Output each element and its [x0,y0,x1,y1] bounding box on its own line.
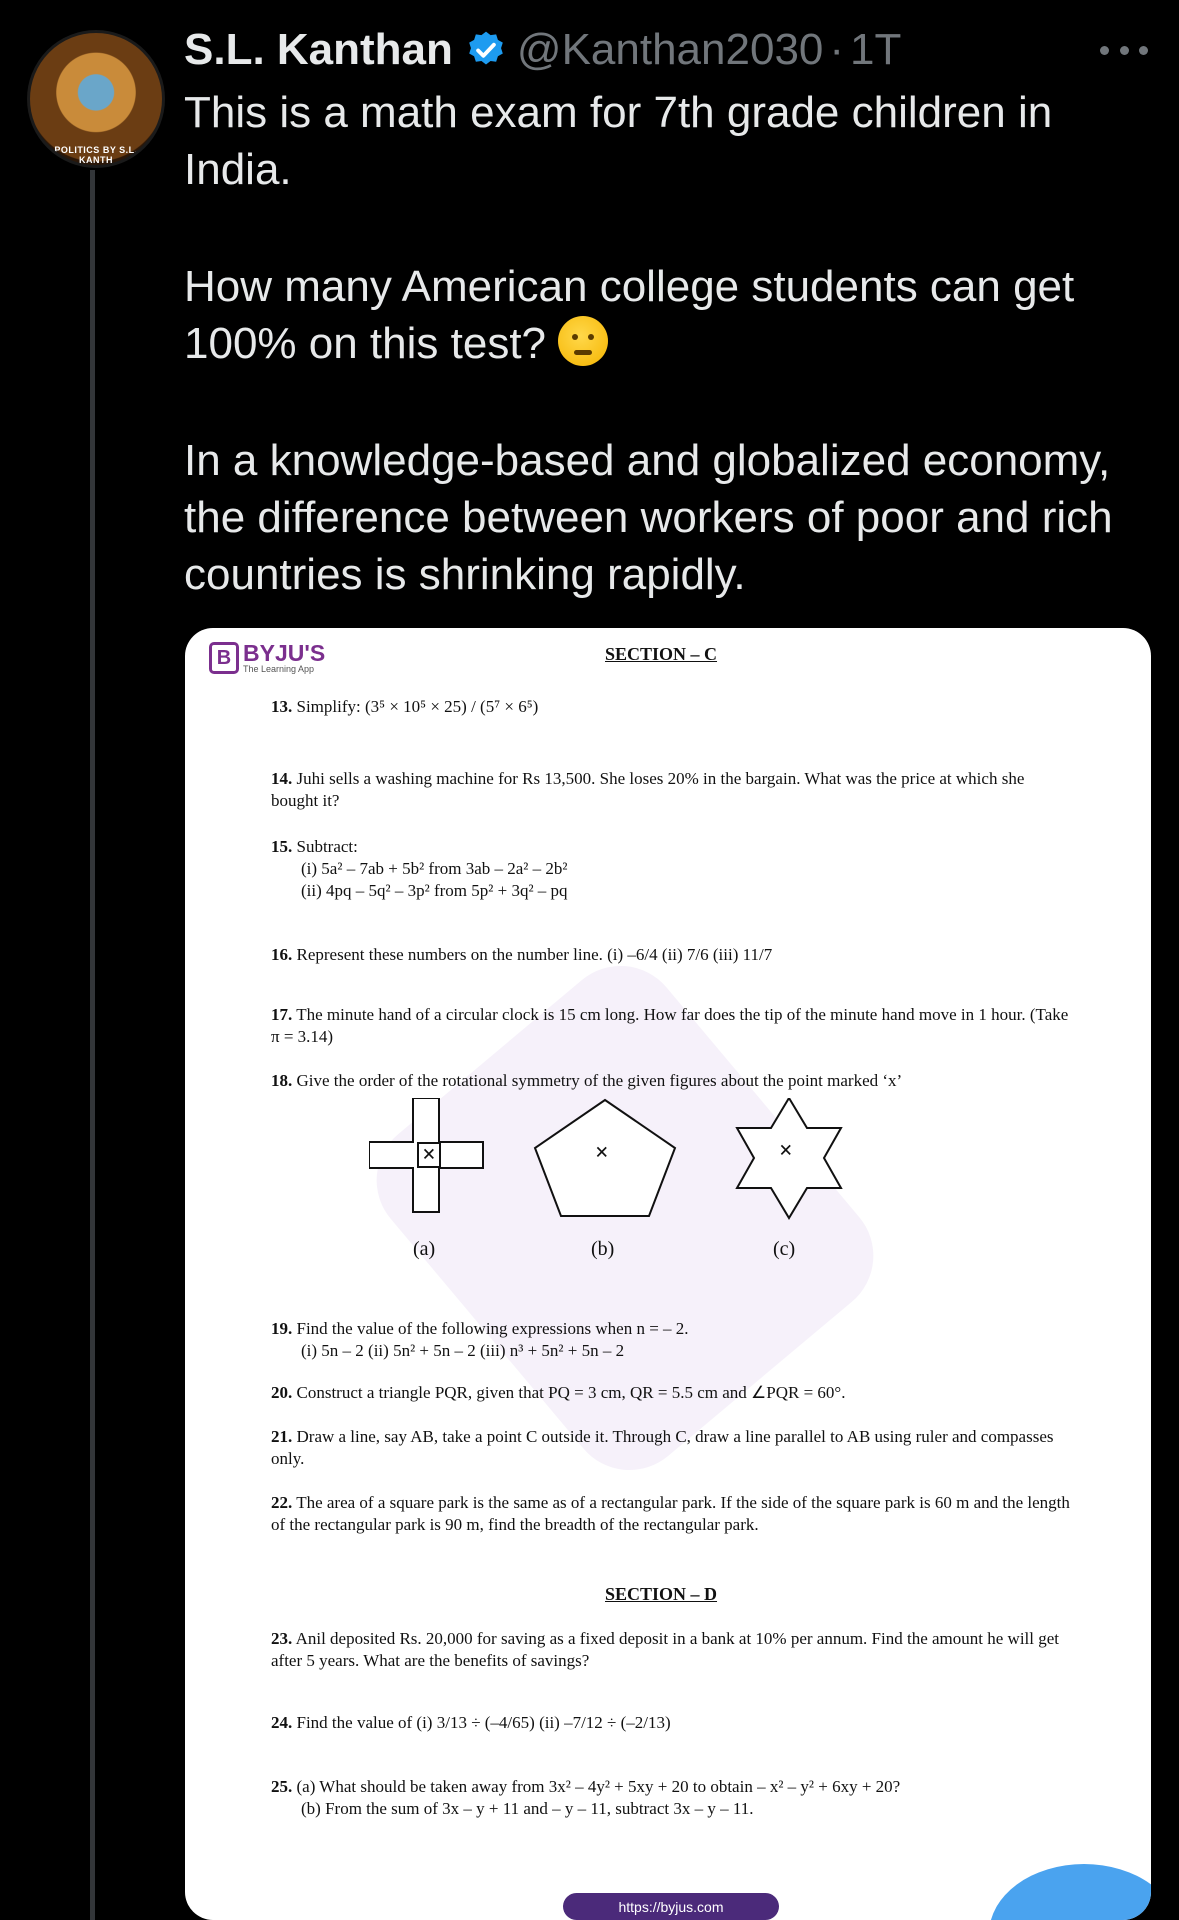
separator-dot: · [829,25,845,74]
tweet-paragraph: This is a math exam for 7th grade children in India. [184,88,1053,194]
tweet-paragraph: How many American college students can get 100% on this test? [184,262,1075,368]
question-21: 21. Draw a line, say AB, take a point C outside it. Through C, draw a line parallel to AB using ruler and compasses only. [271,1427,1054,1468]
question-14: 14. Juhi sells a washing machine for Rs 13,500. She loses 20% in the bargain. What was the price at which she bought it? [271,769,1025,810]
question-23: 23. Anil deposited Rs. 20,000 for saving as a fixed deposit in a bank at 10% per annum. Find the amount he will get after 5 years. What are the benefits of savings? [271,1629,1060,1670]
question-13: 13. Simplify: (3⁵ × 10⁵ × 25) / (5⁷ × 6⁵) [271,697,539,716]
attached-image[interactable] [185,628,1151,1920]
figure-a-mark: × [417,1142,441,1168]
tweet-header [184,22,901,78]
verified-badge-icon [465,29,507,71]
question-19: 19. Find the value of the following expressions when n = – 2. (i) 5n – 2 (ii) 5n² + 5n – 2 (iii) n³ + 5n² + 5n – 2 [271,1319,689,1360]
logo-tagline: The Learning App [243,664,315,674]
question-16: 16. Represent these numbers on the number line. (i) –6/4 (ii) 7/6 (iii) 11/7 [271,945,773,964]
source-url-pill[interactable]: https://byjus.com [563,1893,779,1920]
question-20: 20. Construct a triangle PQR, given that PQ = 3 cm, QR = 5.5 cm and ∠PQR = 60°. [271,1383,846,1402]
figure-c-mark: × [779,1138,793,1164]
author-handle[interactable]: @Kanthan2030 [516,25,824,74]
tweet-text [184,84,1164,666]
avatar-caption: POLITICS BY S.L. KANTH [54,145,138,165]
figure-c-label: (c) [773,1238,796,1260]
question-15: 15. Subtract: (i) 5a² – 7ab + 5b² from 3ab – 2a² – 2b² (ii) 4pq – 5q² – 3p² from 5p² + 3q² – pq [271,837,568,900]
section-c-title: SECTION – C [605,644,718,664]
question-24: 24. Find the value of (i) 3/13 ÷ (–4/65) (ii) –7/12 ÷ (–2/13) [271,1713,671,1732]
thinking-face-icon [558,316,608,366]
app-button-blob [989,1864,1151,1920]
logo-name: BYJU'S [243,640,326,666]
avatar[interactable] [27,30,165,168]
figure-b-label: (b) [591,1238,615,1260]
question-18: 18. Give the order of the rotational symmetry of the given figures about the point marked ‘x’ [271,1071,903,1090]
thread-line [90,170,95,1920]
tweet-paragraph: In a knowledge-based and globalized economy, the difference between workers of poor and rich countries is shrinking rapidly. [184,436,1113,599]
symmetry-figures [369,1098,889,1268]
question-22: 22. The area of a square park is the same as of a rectangular park. If the side of the square park is 60 m and the length of the rectangular park is 90 m, find the breadth of the rectangular park. [271,1493,1070,1534]
question-25: 25. (a) What should be taken away from 3x² – 4y² + 5xy + 20 to obtain – x² – y² + 6xy + 20? (b) From the sum of 3x – y + 11 and – y – 11, subtract 3x – y – 11. [271,1777,901,1818]
logo-mark: B [209,642,239,674]
byjus-logo [209,642,325,674]
more-options-icon[interactable] [1100,30,1148,70]
author-name[interactable]: S.L. Kanthan [184,25,453,74]
symmetry-figures-svg [369,1098,889,1228]
question-17: 17. The minute hand of a circular clock is 15 cm long. How far does the tip of the minute hand move in 1 hour. (Take π = 3.14) [271,1005,1069,1046]
section-d-title: SECTION – D [605,1584,718,1604]
figure-a-label: (a) [413,1238,436,1260]
figure-b-mark: × [595,1140,609,1166]
timestamp[interactable]: 1T [850,25,902,74]
